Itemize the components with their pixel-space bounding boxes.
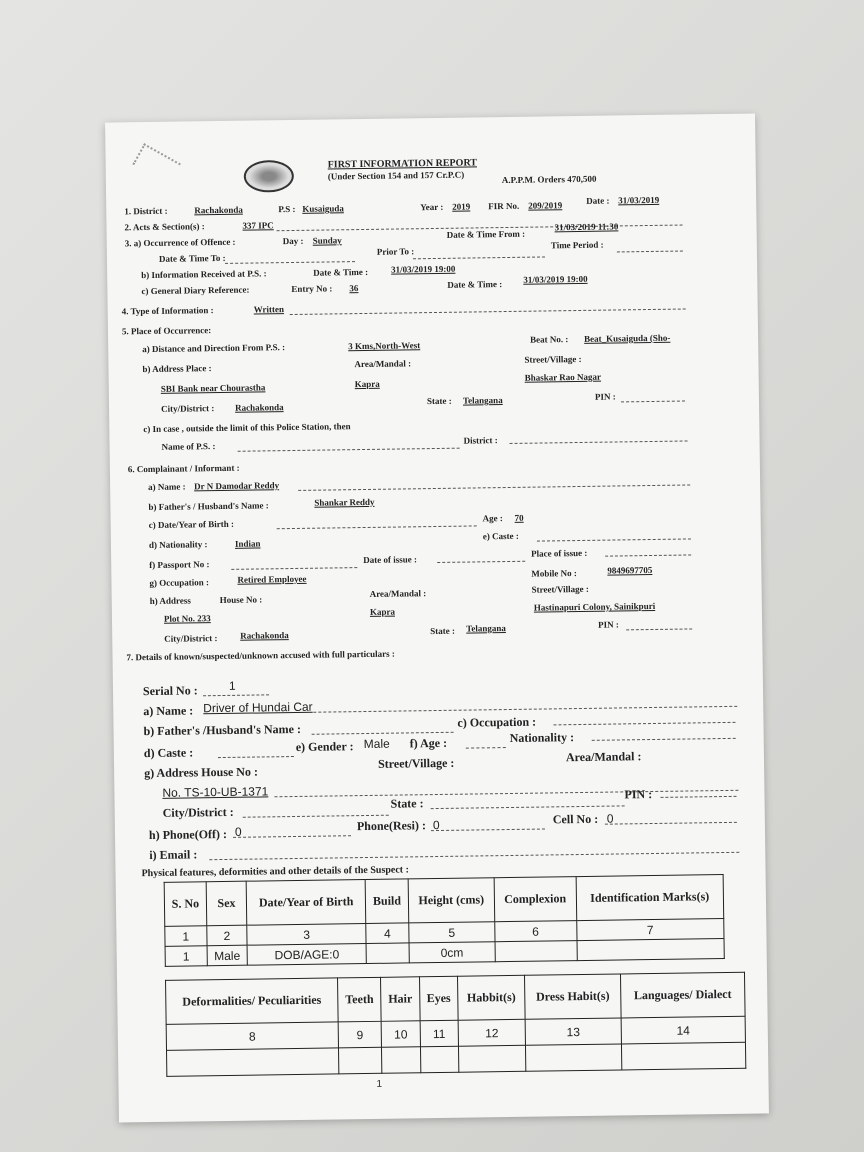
header-eyes: Eyes bbox=[419, 976, 458, 1021]
district-value: Rachakonda bbox=[194, 204, 243, 216]
occupation-value: Retired Employee bbox=[237, 573, 307, 585]
appm-orders: A.P.P.M. Orders 470,500 bbox=[501, 173, 597, 186]
complainant-street-label: Street/Village : bbox=[531, 583, 589, 595]
ps-label: P.S : bbox=[278, 203, 296, 215]
area-mandal-label: Area/Mandal : bbox=[354, 358, 412, 370]
row-build bbox=[366, 943, 409, 964]
complainant-house-value: Plot No. 233 bbox=[163, 613, 211, 624]
info-type-value: Written bbox=[253, 304, 285, 315]
ps-value: Kusaiguda bbox=[302, 203, 344, 214]
day-label: Day : bbox=[282, 235, 304, 247]
row-id-marks bbox=[577, 939, 725, 961]
datetime-to-label: Date & Time To : bbox=[158, 252, 226, 264]
serial-value: 1 bbox=[228, 678, 236, 693]
num-2: 2 bbox=[207, 925, 248, 946]
entry-no-label: Entry No : bbox=[291, 283, 333, 295]
num-12: 12 bbox=[458, 1019, 525, 1046]
state-label: State : bbox=[426, 395, 452, 407]
report-title: FIRST INFORMATION REPORT bbox=[327, 157, 478, 171]
complainant-state-value: Telangana bbox=[466, 623, 506, 634]
phone-off-value: 0 bbox=[234, 824, 242, 839]
row-complexion bbox=[495, 941, 577, 962]
mobile-value: 9849697705 bbox=[607, 564, 653, 576]
phone-resi-label: Phone(Resi) : bbox=[356, 818, 426, 834]
name-of-ps-label: Name of P.S. : bbox=[161, 441, 216, 452]
accused-city-label: City/District : bbox=[162, 804, 234, 820]
fir-label: FIR No. bbox=[488, 200, 520, 212]
day-value: Sunday bbox=[312, 235, 342, 246]
accused-occupation-label: c) Occupation : bbox=[457, 714, 537, 730]
physical-heading: Physical features, deformities and other details of the Suspect : bbox=[141, 864, 409, 880]
row-height: 0cm bbox=[409, 942, 495, 963]
city-value: Rachakonda bbox=[234, 402, 284, 413]
header-dress-habits: Dress Habit(s) bbox=[525, 974, 621, 1019]
gd-dt-value: 31/03/2019 19:00 bbox=[523, 273, 588, 285]
row-dob: DOB/AGE:0 bbox=[247, 944, 366, 966]
serial-label: Serial No : bbox=[142, 683, 198, 699]
accused-caste-label: d) Caste : bbox=[143, 745, 194, 761]
district-label: 1. District : bbox=[124, 205, 168, 217]
header-teeth: Teeth bbox=[338, 977, 382, 1022]
accused-gender-value: Male bbox=[363, 736, 390, 752]
accused-nationality-label: Nationality : bbox=[509, 730, 575, 745]
date-label: Date : bbox=[586, 195, 610, 206]
cell-value: 0 bbox=[606, 811, 614, 826]
complainant-address-label: h) Address bbox=[149, 595, 191, 607]
accused-section-label: 7. Details of known/suspected/unknown accused with full particulars : bbox=[126, 648, 395, 663]
accused-state-label: State : bbox=[390, 796, 424, 811]
page-number: 1 bbox=[376, 1078, 383, 1090]
header-id-marks: Identification Marks(s) bbox=[576, 875, 724, 921]
accused-area-label: Area/Mandal : bbox=[565, 749, 642, 765]
physical-table-2 bbox=[165, 972, 746, 1077]
info-received-dt-label: Date & Time : bbox=[313, 266, 369, 278]
time-period-label: Time Period : bbox=[550, 239, 604, 251]
place-value: SBI Bank near Chourastha bbox=[160, 382, 266, 394]
header-complexion: Complexion bbox=[494, 877, 576, 922]
header-sno: S. No bbox=[164, 882, 206, 927]
accused-age-label: f) Age : bbox=[409, 735, 448, 751]
complainant-city-label: City/District : bbox=[164, 633, 218, 644]
header-build: Build bbox=[365, 879, 408, 924]
mobile-label: Mobile No : bbox=[531, 568, 577, 579]
complainant-age-label: Age : bbox=[482, 513, 503, 524]
num-9: 9 bbox=[338, 1021, 382, 1048]
issue-place-label: Place of issue : bbox=[531, 547, 588, 559]
prior-to-label: Prior To : bbox=[376, 246, 415, 257]
accused-name-label: a) Name : bbox=[143, 703, 194, 719]
header-deformalities: Deformalities/ Peculiarities bbox=[166, 978, 339, 1024]
num-1: 1 bbox=[165, 926, 207, 947]
pen-scribble bbox=[132, 143, 180, 184]
city-label: City/District : bbox=[160, 403, 215, 414]
header-dob: Date/Year of Birth bbox=[246, 880, 366, 926]
fir-document-sheet bbox=[105, 114, 769, 1123]
complainant-house-label: House No : bbox=[219, 594, 263, 606]
area-value: Kapra bbox=[354, 378, 380, 390]
header-languages: Languages/ Dialect bbox=[620, 972, 745, 1018]
beat-label: Beat No. : bbox=[530, 334, 569, 345]
complainant-name-label: a) Name : bbox=[148, 481, 186, 493]
street-village-label: Street/Village : bbox=[524, 353, 582, 365]
distance-value: 3 Kms,North-West bbox=[348, 340, 421, 352]
header-habits: Habbit(s) bbox=[458, 975, 526, 1020]
complainant-name-value: Dr N Damodar Reddy bbox=[194, 480, 280, 492]
place-of-occurrence-label: 5. Place of Occurrence: bbox=[121, 325, 212, 337]
num-8: 8 bbox=[166, 1022, 338, 1050]
datetime-from-label: Date & Time From : bbox=[446, 228, 526, 240]
issue-date-label: Date of issue : bbox=[363, 554, 417, 566]
occupation-label: g) Occupation : bbox=[149, 577, 210, 589]
acts-label: 2. Acts & Section(s) : bbox=[124, 221, 205, 233]
info-type-label: 4. Type of Information : bbox=[121, 305, 214, 317]
num-4: 4 bbox=[366, 923, 409, 944]
accused-name-value: Driver of Hundai Car bbox=[203, 699, 313, 716]
distance-label: a) Distance and Direction From P.S. : bbox=[142, 342, 286, 355]
num-3: 3 bbox=[247, 924, 366, 946]
accused-street-label: Street/Village : bbox=[377, 755, 455, 771]
outside-limit-label: c) In case , outside the limit of this Police Station, then bbox=[143, 421, 351, 435]
beat-value: Beat_Kusaiguda (Sho- bbox=[584, 332, 671, 344]
num-14: 14 bbox=[621, 1016, 745, 1044]
occurrence-label: 3. a) Occurrence of Offence : bbox=[124, 236, 236, 249]
year-value: 2019 bbox=[452, 201, 471, 212]
physical-table-1 bbox=[164, 874, 725, 967]
complainant-dob-label: c) Date/Year of Birth : bbox=[148, 518, 235, 531]
info-received-dt-value: 31/03/2019 19:00 bbox=[391, 263, 456, 275]
state-value: Telangana bbox=[462, 395, 503, 406]
num-10: 10 bbox=[381, 1021, 420, 1048]
gd-dt-label: Date & Time : bbox=[447, 279, 503, 290]
pin-label: PIN : bbox=[594, 391, 616, 402]
cell-label: Cell No : bbox=[552, 811, 599, 827]
police-emblem-icon bbox=[244, 160, 294, 193]
complainant-nationality-label: d) Nationality : bbox=[148, 539, 208, 551]
num-7: 7 bbox=[576, 919, 724, 941]
info-received-label: b) Information Received at P.S. : bbox=[141, 268, 267, 281]
complainant-father-label: b) Father's / Husband's Name : bbox=[148, 500, 269, 513]
complainant-area-label: Area/Mandal : bbox=[369, 588, 427, 599]
accused-pin-label: PIN : bbox=[624, 787, 653, 802]
num-5: 5 bbox=[409, 922, 495, 943]
complainant-nationality-value: Indian bbox=[234, 538, 261, 549]
phone-off-label: h) Phone(Off) : bbox=[148, 826, 228, 843]
num-11: 11 bbox=[420, 1020, 459, 1047]
accused-gender-label: e) Gender : bbox=[295, 739, 354, 754]
complainant-caste-label: e) Caste : bbox=[482, 530, 519, 542]
accused-father-label: b) Father's /Husband's Name : bbox=[143, 721, 301, 739]
report-subtitle: (Under Section 154 and 157 Cr.P.C) bbox=[327, 169, 465, 182]
complainant-area-value: Kapra bbox=[369, 606, 395, 617]
entry-no-value: 36 bbox=[349, 283, 359, 294]
row-sex: Male bbox=[207, 945, 248, 966]
header-hair: Hair bbox=[381, 977, 420, 1022]
complainant-age-value: 70 bbox=[514, 512, 524, 523]
date-value: 31/03/2019 bbox=[618, 194, 660, 206]
num-6: 6 bbox=[495, 921, 577, 942]
fir-value: 209/2019 bbox=[528, 200, 563, 211]
complainant-label: 6. Complainant / Informant : bbox=[127, 462, 240, 475]
outside-district-label: District : bbox=[463, 435, 498, 446]
street-value: Bhaskar Rao Nagar bbox=[524, 371, 602, 383]
complainant-pin-label: PIN : bbox=[598, 619, 619, 630]
complainant-city-value: Rachakonda bbox=[240, 630, 289, 641]
accused-address-label: g) Address House No : bbox=[144, 764, 259, 781]
row-sno: 1 bbox=[165, 946, 207, 967]
complainant-father-value: Shankar Reddy bbox=[314, 496, 375, 508]
header-height: Height (cms) bbox=[408, 878, 495, 923]
address-place-label: b) Address Place : bbox=[142, 363, 212, 375]
accused-house-value: No. TS-10-UB-1371 bbox=[162, 784, 269, 800]
acts-value: 337 IPC bbox=[242, 220, 274, 231]
datetime-from-value: 31/03/2019 11:30 bbox=[554, 221, 619, 233]
complainant-street-value: Hastinapuri Colony, Sainikpuri bbox=[533, 600, 656, 613]
email-label: i) Email : bbox=[149, 847, 198, 863]
gd-ref-label: c) General Diary Reference: bbox=[141, 284, 250, 297]
phone-resi-value: 0 bbox=[432, 817, 440, 833]
header-sex: Sex bbox=[206, 881, 247, 926]
complainant-state-label: State : bbox=[430, 625, 455, 637]
passport-label: f) Passport No : bbox=[149, 559, 210, 571]
num-13: 13 bbox=[525, 1018, 621, 1045]
year-label: Year : bbox=[420, 201, 444, 213]
